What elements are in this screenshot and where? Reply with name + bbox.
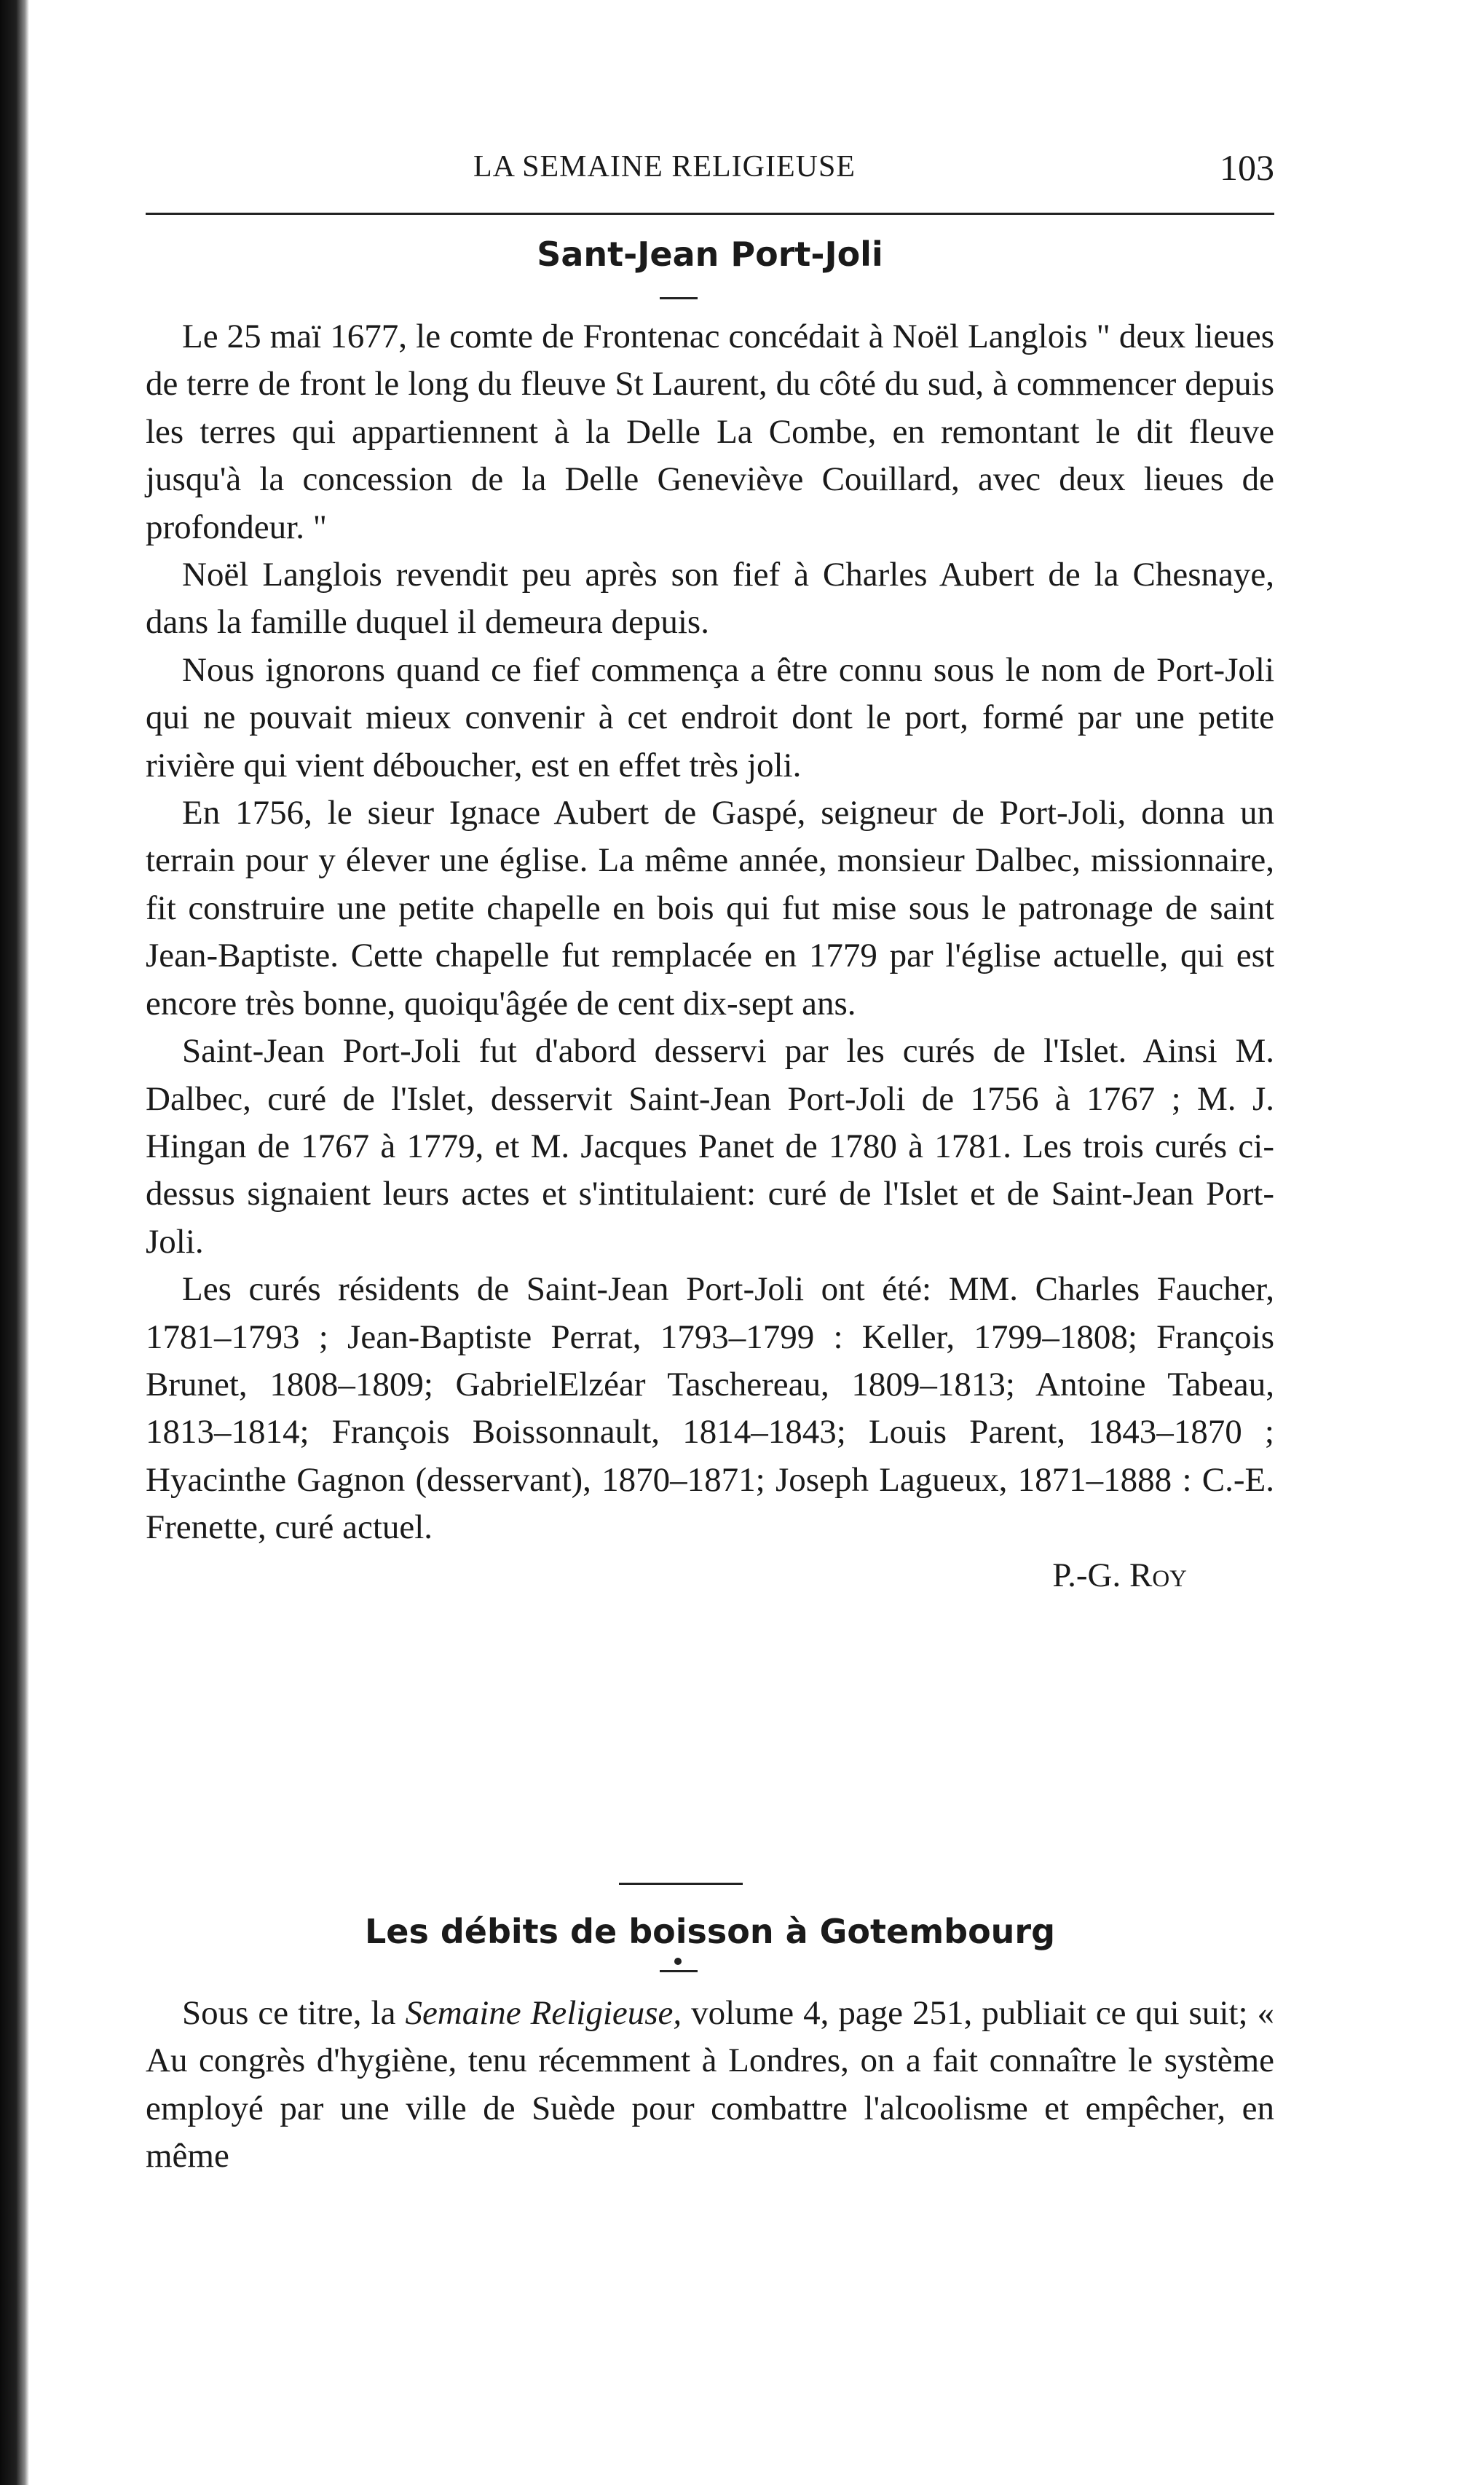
article-body xyxy=(146,313,1274,1599)
header-rule xyxy=(146,213,1274,215)
signature: P.-G. Roy xyxy=(1052,1556,1187,1594)
paragraph: Noël Langlois revendit peu après son fief à Charles Aubert de la Chesnaye, dans la famille duquel il demeura depuis. xyxy=(146,556,1274,642)
page-number: 103 xyxy=(1220,147,1274,188)
paragraph-text: volume 4, page 251, publiait ce qui suit; « Au congrès d'hygiène, tenu récemment à Londres, on a fait connaître le système employé par une ville de Suède pour combattre l'alcoolisme et empêcher, en même xyxy=(146,1994,1275,2175)
paragraph xyxy=(146,1990,1274,2181)
article-separator xyxy=(619,1883,743,1885)
paragraph: Nous ignorons quand ce fief commença a être connu sous le nom de Port-Joli qui ne pouvait mieux convenir à cet endroit dont le port, formé par une petite rivière qui vient déboucher, est en effet très joli. xyxy=(146,650,1274,784)
paragraph: Le 25 maï 1677, le comte de Frontenac concédait à Noël Langlois " deux lieues de terre de front le long du fleuve St Laurent, du côté du sud, à commencer depuis les terres qui appartiennent à la Delle La Combe, en remontant le dit fleuve jusqu'à la concession de la Delle Geneviève Couillard, avec deux lieues de profondeur. " xyxy=(146,318,1274,546)
running-title: LA SEMAINE RELIGIEUSE xyxy=(473,150,856,184)
running-header xyxy=(146,149,1274,193)
publication-title: Semaine Religieuse, xyxy=(405,1994,682,2032)
paragraph: En 1756, le sieur Ignace Aubert de Gaspé, seigneur de Port-Joli, donna un terrain pour y élever une église. La même année, monsieur Dalbec, missionnaire, fit construire une petite chapelle en bois qui fut mise sous le patronage de saint Jean-Baptiste. Cette chapelle fut remplacée en 1779 par l'église actuelle, qui est encore très bonne, quoiqu'âgée de cent dix-sept ans. xyxy=(146,794,1274,1023)
article-body xyxy=(146,1990,1274,2181)
paragraph-text: Sous ce titre, la xyxy=(182,1994,406,2032)
title-rule xyxy=(660,1970,698,1972)
book-spine-edge xyxy=(0,0,29,2485)
title-dot xyxy=(674,1958,682,1965)
paragraph: Saint-Jean Port-Joli fut d'abord desservi par les curés de l'Islet. Ainsi M. Dalbec, curé de l'Islet, desservit Saint-Jean Port-Joli de 1756 à 1767 ; M. J. Hingan de 1767 à 1779, et M. Jacques Panet de 1780 à 1781. Les trois curés ci-dessus signaient leurs actes et s'intitulaient: curé de l'Islet et de Saint-Jean Port-Joli. xyxy=(146,1032,1274,1261)
article-title: Les débits de boisson à Gotembourg xyxy=(364,1912,1056,1951)
article-title: Sant-Jean Port-Joli xyxy=(537,235,883,274)
paragraph: Les curés résidents de Saint-Jean Port-Joli ont été: MM. Charles Faucher, 1781–1793 ; Jean-Baptiste Perrat, 1793–1799 : Keller, 1799–1808; François Brunet, 1808–1809; GabrielElzéar Taschereau, 1809–1813; Antoine Tabeau, 1813–1814; François Boissonnault, 1814–1843; Louis Parent, 1843–1870 ; Hyacinthe Gagnon (desservant), 1870–1871; Joseph Lagueux, 1871–1888 : C.-E. Frenette, curé actuel. xyxy=(146,1270,1274,1547)
title-rule xyxy=(660,297,698,299)
